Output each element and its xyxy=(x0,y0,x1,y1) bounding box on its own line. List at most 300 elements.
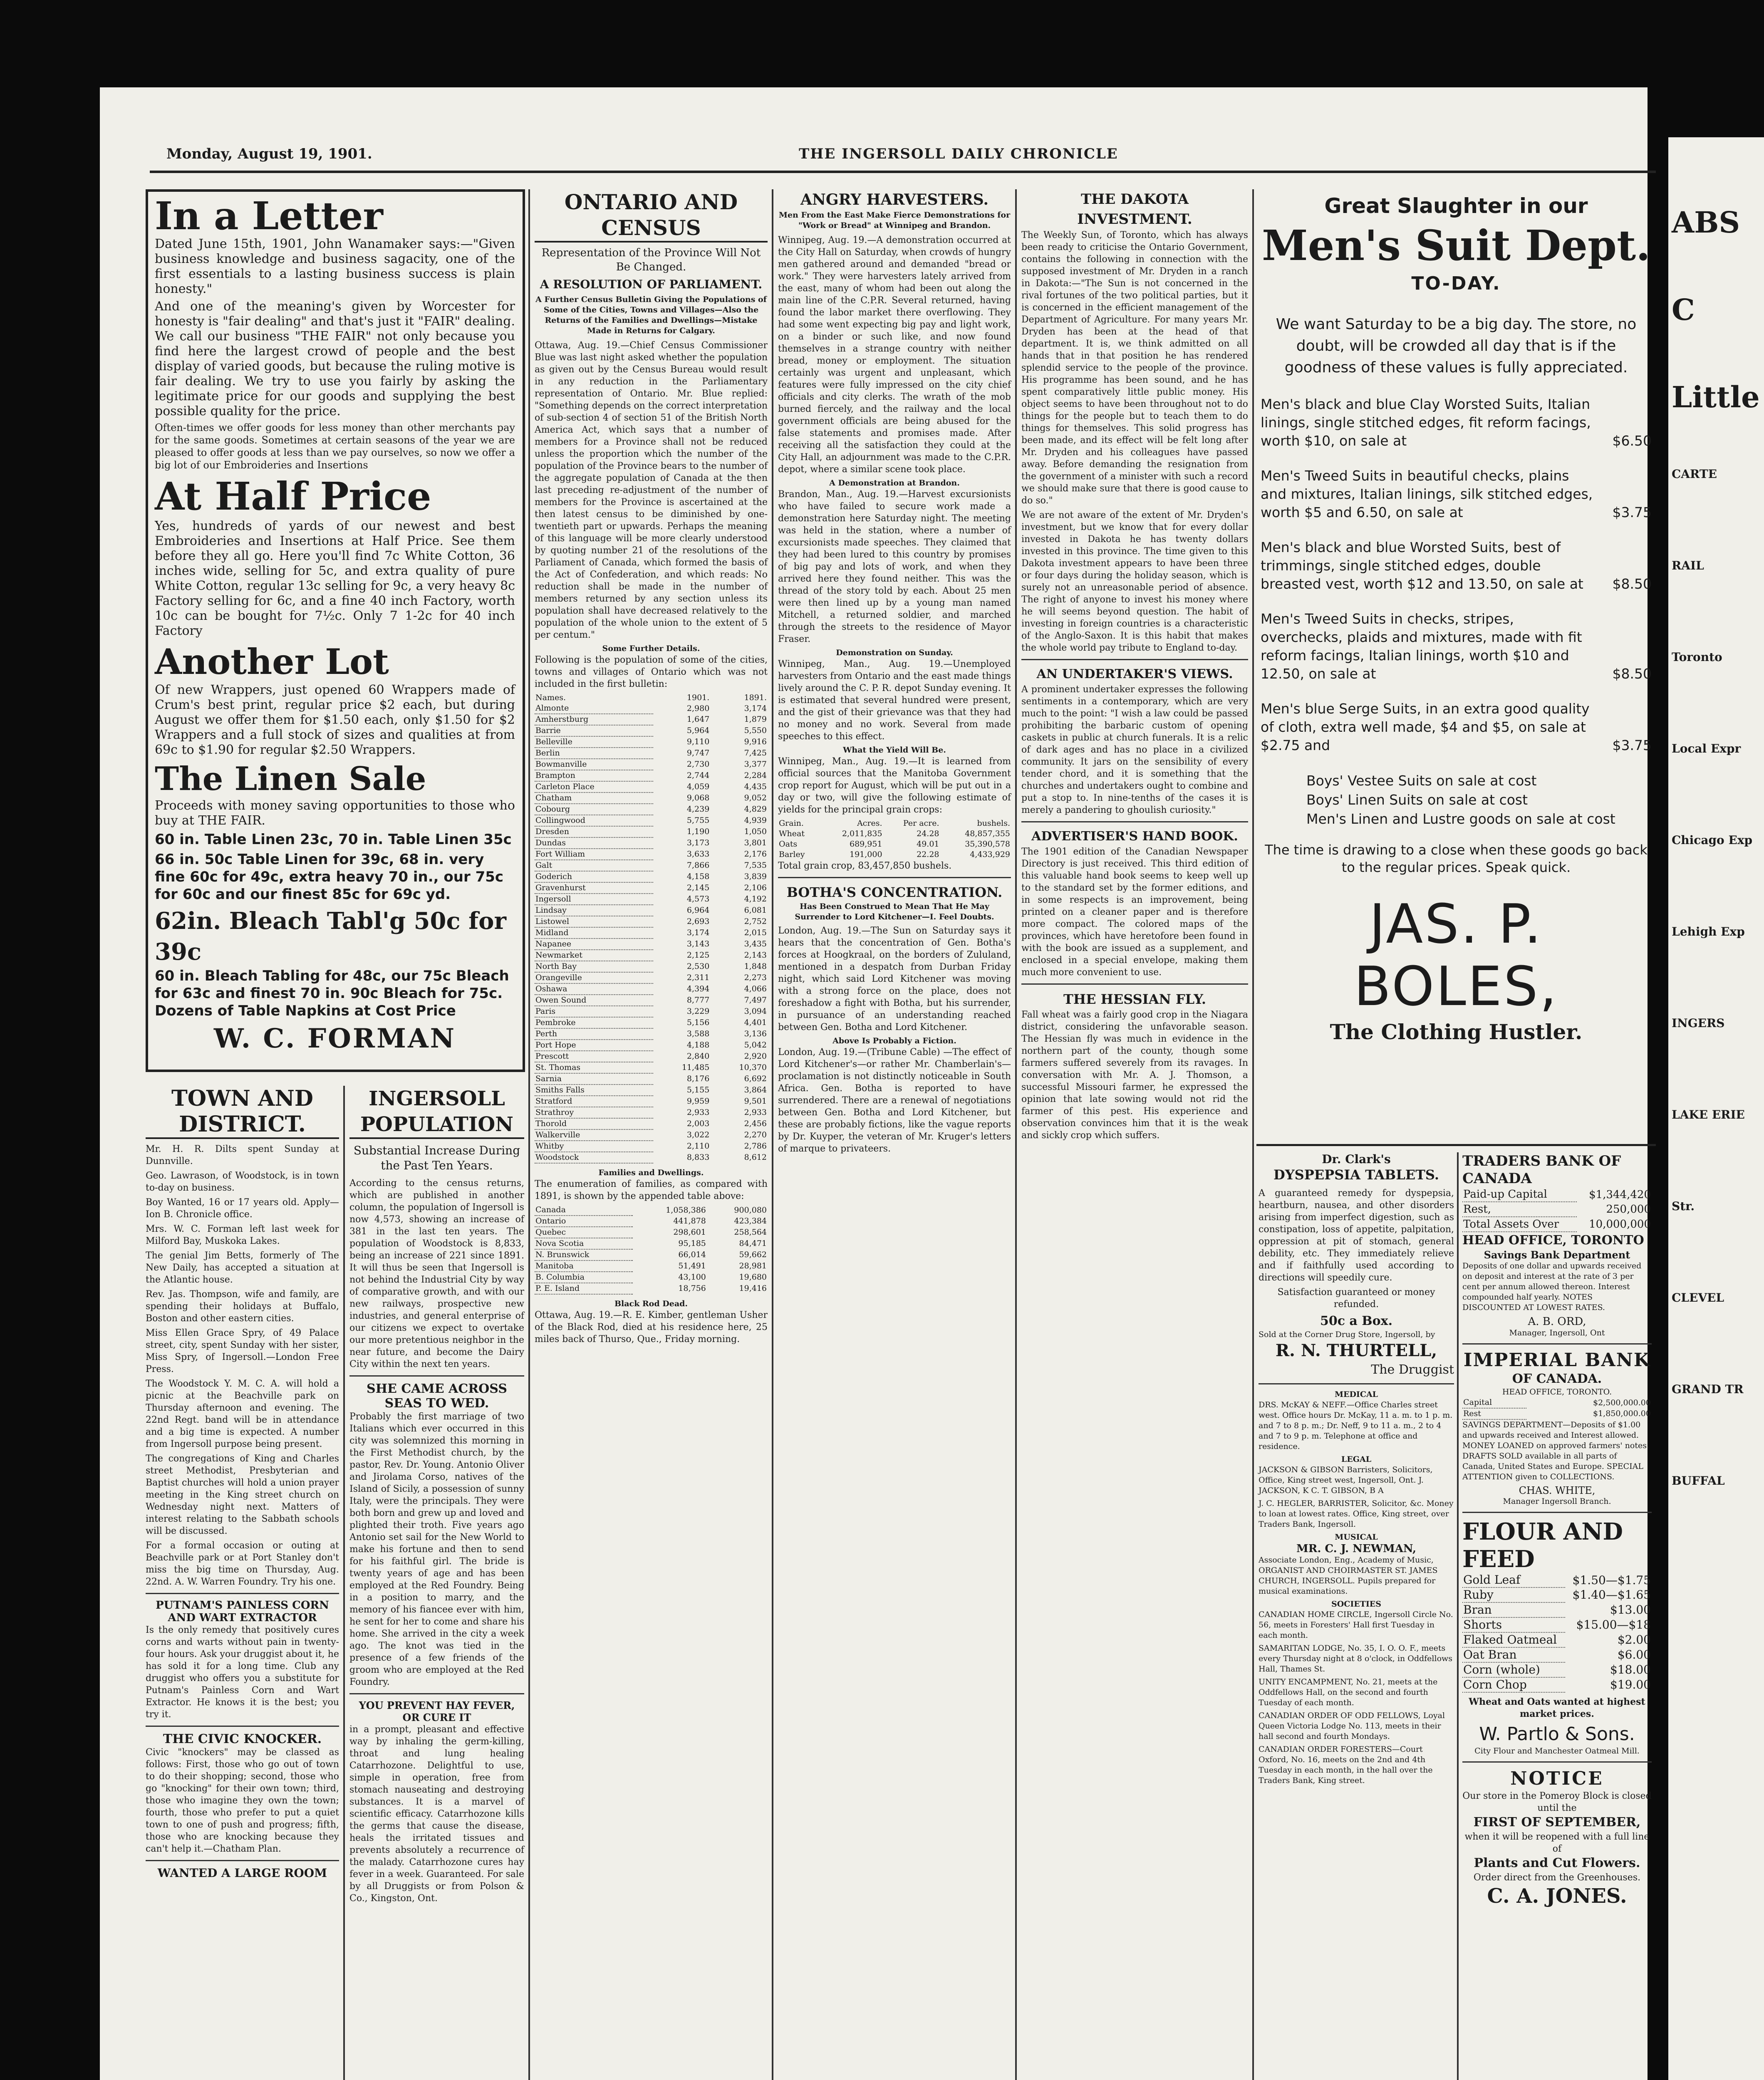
table-header: Names. xyxy=(535,693,566,702)
flour-price-row-label: Ruby xyxy=(1462,1587,1565,1602)
pop-1901: 3,229 xyxy=(686,1007,710,1016)
census-title: ONTARIO AND CENSUS xyxy=(535,189,768,243)
medical-head: MEDICAL xyxy=(1334,1390,1378,1399)
notice-text-2: when it will be reopened with a full line of xyxy=(1464,1832,1650,1854)
traders-title: TRADERS BANK OF CANADA xyxy=(1462,1153,1621,1187)
forman-linen-1: 60 in. Table Linen 23c, 70 in. Table Linen 35c xyxy=(155,831,512,848)
dyspepsia-name: R. N. THURTELL, xyxy=(1275,1341,1437,1360)
boles-items xyxy=(1261,395,1652,755)
strip-lines xyxy=(1672,204,1763,1564)
society-notice: CANADIAN ORDER FORESTERS—Court Oxford, No. 16, meets on the 2nd and 4th Tuesday in each month, in the hall over the Traders Bank, King street. xyxy=(1259,1745,1433,1785)
pop-1891: 9,916 xyxy=(744,737,767,746)
pop-1901: 2,125 xyxy=(686,951,710,960)
pop-1891: 2,786 xyxy=(744,1142,767,1151)
dyspepsia-title: Dr. Clark's xyxy=(1322,1152,1391,1166)
town-district-title: TOWN AND DISTRICT. xyxy=(146,1086,339,1139)
table-row xyxy=(535,1096,768,1107)
town-name: Cobourg xyxy=(535,804,653,815)
boles-name: JAS. P. BOLES, xyxy=(1354,892,1558,1018)
families-1901: 51,491 xyxy=(678,1261,706,1270)
imperial-title: IMPERIAL BANK xyxy=(1463,1350,1651,1371)
forman-signature: W. C. FORMAN xyxy=(213,1023,456,1054)
flour-price-row xyxy=(1462,1587,1652,1602)
yield-cell: 22.28 xyxy=(917,850,939,859)
boles-tag: The Clothing Hustler. xyxy=(1330,1020,1583,1044)
families-head: Families and Dwellings. xyxy=(598,1168,704,1177)
pop-1891: 5,550 xyxy=(744,726,767,735)
table-row xyxy=(535,1006,768,1017)
table-row xyxy=(535,703,768,714)
table-row xyxy=(535,972,768,983)
notice-text-3: Order direct from the Greenhouses. xyxy=(1473,1872,1641,1883)
pop-1901: 8,777 xyxy=(686,995,710,1005)
strip-text: Chicago Exp xyxy=(1672,833,1753,847)
suit-offer xyxy=(1261,538,1652,593)
harvesters-text: Winnipeg, Aug. 19.—A demonstration occurred at the City Hall on Saturday, when crowds of hungry men gathered around and demanded "bread or work." They were harvesters lately arrived from the east, many of whom had been out along the main line of the C.P.R. Several returned, having found the labor market there overflowing. They had some went expecting big pay and light work, on a binder or such like, and now found themselves in a strange country with neither bread, money or employment. The situation certainly was urgent and unpleasant, which features were fully impressed on the city chief officials and city clerks. The wrath of the mob burned fiercely, and the railway and the local government officials are being abused for the false statements and promises made. After receiving all the satisfaction they could at the City Hall, an adjournment was made to the C.P.R. depot, where a similar scene took place. xyxy=(778,235,1011,475)
boles-closing: The time is drawing to a close when these goods go back to the regular prices. Speak quick. xyxy=(1265,842,1648,875)
flour-price-row xyxy=(1462,1632,1652,1647)
suit-offer xyxy=(1261,467,1652,522)
flour-price-row-value: $15.00—$18 xyxy=(1576,1618,1651,1632)
botha-title: BOTHA'S CONCENTRATION. xyxy=(786,884,1003,900)
pop-1891: 3,839 xyxy=(744,872,767,881)
pop-1901: 4,059 xyxy=(686,782,710,791)
header-rule xyxy=(150,171,1656,173)
botha-deck: Has Been Construed to Mean That He May Surrender to Lord Kitchener—I. Feel Doubts. xyxy=(795,902,994,921)
boles-extras xyxy=(1261,771,1652,829)
province-name: Manitoba xyxy=(535,1260,633,1272)
census-text: Ottawa, Aug. 19.—Chief Census Commissioner Blue was last night asked whether the population as given out by the Census Bureau would result in any reduction in the Parliamentary representation of Ontario. Mr. Blue replied: "Something depends on the correct interpretation of sub-section 4 of section 51 of the British North America Act, which says that a number of members for a Province shall not be reduced unless the proportion which the number of the population of the Province bears to the number of the aggregate population of Canada at the then last preceding re-adjustment of the number of members for the Province is ascertained at the then latest census to be diminished by one-twentieth part or upwards. Perhaps the meaning of this language will be more clearly understood by quoting number 21 of the resolutions of the Parliament of Canada, which formed the basis of the Act of Confederation, and which reads: No reduction shall be made in the number of members returned by any section unless its population shall have decreased relatively to the population of the whole union to the extent of 5 per centum." xyxy=(535,340,768,640)
families-table xyxy=(535,1205,768,1295)
census-population-table xyxy=(535,693,768,1164)
strip-text: C xyxy=(1672,292,1695,327)
notice-name: C. A. JONES. xyxy=(1487,1884,1627,1908)
pop-1901: 2,980 xyxy=(686,703,710,713)
table-row xyxy=(535,860,768,871)
pop-1891: 5,042 xyxy=(744,1040,767,1050)
town-item: Rev. Jas. Thompson, wife and family, are spending their holidays at Buffalo, Boston and other eastern cities. xyxy=(146,1289,339,1324)
flour-price-row xyxy=(1462,1662,1652,1677)
forman-ad xyxy=(146,189,525,1072)
town-name: Perth xyxy=(535,1028,653,1040)
province-name: N. Brunswick xyxy=(535,1249,633,1260)
town-name: Sarnia xyxy=(535,1073,653,1085)
table-row xyxy=(535,1283,768,1294)
strip-text: Lehigh Exp xyxy=(1672,925,1745,938)
strip-text: Little xyxy=(1672,380,1760,414)
families-1901: 298,601 xyxy=(673,1228,706,1237)
yield-cell: Grain. xyxy=(779,819,804,828)
pop-1891: 3,136 xyxy=(744,1029,767,1038)
dyspepsia-text: A guaranteed remedy for dyspepsia, heartburn, nausea, and other disorders arising from imperfect digestion, such as constipation, loss of appetite, palpitation, oppression at pit of stomach, general debility, etc. They immediately relieve and if faithfully used according to directions will speedily cure. xyxy=(1259,1188,1454,1283)
flour-note: Wheat and Oats wanted at highest market prices. xyxy=(1469,1696,1645,1719)
table-row xyxy=(535,748,768,759)
suit-offer-price: $3.75 xyxy=(1612,737,1652,753)
traders-row-value: 10,000,000 xyxy=(1589,1218,1651,1231)
town-name: North Bay xyxy=(535,961,653,972)
flour-name: W. Partlo & Sons. xyxy=(1479,1723,1635,1745)
newspaper-page xyxy=(100,87,1652,2080)
town-item: Geo. Lawrason, of Woodstock, is in town to-day on business. xyxy=(146,1171,339,1193)
pop-1891: 2,015 xyxy=(744,928,767,937)
suit-offer xyxy=(1261,395,1652,450)
pop-1891: 10,370 xyxy=(739,1063,767,1072)
sunday-head: Demonstration on Sunday. xyxy=(836,648,953,657)
table-row xyxy=(535,1062,768,1073)
pop-1891: 4,435 xyxy=(744,782,767,791)
pop-1891: 2,752 xyxy=(744,917,767,926)
town-item: The congregations of King and Charles street Methodist, Presbyterian and Baptist churches will hold a union prayer meeting in the King street church on Wednesday night next. Matters of interest relating to the Sabbath schools will be discussed. xyxy=(146,1454,339,1536)
town-item: Boy Wanted, 16 or 17 years old. Apply—Ion B. Chronicle office. xyxy=(146,1197,339,1220)
town-name: Napanee xyxy=(535,938,653,950)
legal-head: LEGAL xyxy=(1341,1455,1372,1464)
yield-cell: Acres. xyxy=(857,819,882,828)
table-row xyxy=(535,714,768,725)
table-row xyxy=(535,1017,768,1028)
pop-1901: 9,068 xyxy=(686,793,710,802)
society-notice: CANADIAN ORDER OF ODD FELLOWS, Loyal Queen Victoria Lodge No. 113, meets in their hall second and fourth Mondays. xyxy=(1259,1711,1445,1741)
yield-cell: Wheat xyxy=(779,829,805,838)
pop-1901: 5,964 xyxy=(686,726,710,735)
dyspepsia-title-2: DYSPEPSIA TABLETS. xyxy=(1273,1167,1439,1183)
societies-head: SOCIETIES xyxy=(1331,1600,1381,1609)
yield-cell: bushels. xyxy=(977,819,1010,828)
table-row xyxy=(535,905,768,916)
pop-1901: 3,173 xyxy=(686,838,710,847)
pop-1901: 8,176 xyxy=(686,1074,710,1083)
pop-1901: 9,747 xyxy=(686,748,710,758)
dakota-text: The Weekly Sun, of Toronto, which has always been ready to criticise the Ontario Government, contains the following in connection with the supposed investment of Mr. Dryden in a ranch in Dakota:—"The Sun is not concerned in the rival fortunes of the two political parties, but it is concerned in the efficient management of the Department of Agriculture. For many years Mr. Dryden has been at the head of that department. It is, we think admitted on all hands that in that position he has rendered splendid service to the people of the province. His programme has been sound, and he has spent comparatively little public money. His object seems to have been throughout not to do things for the people but to teach them to do things for themselves. This solid progress has been made, and its effect will be felt long after Mr. Dryden and his colleagues have passed away. Before demanding the resignation from the government of a minister with such a record we should make sure that there is good cause to do so." xyxy=(1021,230,1248,506)
pop-1901: 3,143 xyxy=(686,939,710,948)
clearance-item: Men's Linen and Lustre goods on sale at cost xyxy=(1306,811,1615,827)
suit-offer xyxy=(1261,610,1652,683)
dyspepsia-sold: Sold at the Corner Drug Store, Ingersoll, by xyxy=(1259,1330,1435,1339)
pop-1891: 3,094 xyxy=(744,1007,767,1016)
pop-1891: 2,273 xyxy=(744,973,767,982)
families-1891: 19,680 xyxy=(739,1273,767,1282)
pop-1891: 6,692 xyxy=(744,1074,767,1083)
census-details-head: Some Further Details. xyxy=(602,644,700,653)
suit-offer-text: Men's black and blue Worsted Suits, best of trimmings, single stitched edges, double breasted vest, worth $12 and 13.50, on sale at xyxy=(1261,539,1583,592)
imperial-row-value: $2,500,000.00 xyxy=(1593,1398,1651,1407)
imperial-manager: CHAS. WHITE, xyxy=(1519,1485,1596,1496)
census-deck: Representation of the Province Will Not Be Changed. xyxy=(541,247,761,273)
table-header: 1891. xyxy=(744,693,767,702)
flour-price-row-value: $13.00 xyxy=(1610,1603,1651,1617)
knocker-text: Civic "knockers" may be classed as follows: First, those who go out of town to do their shopping; second, those who go "knocking" for their own town; third, those who imagine they own the town; fourth, those who prefer to put a quiet town to one of push and progress; fifth, those who are knocking because they can't help it.—Chatham Plan. xyxy=(146,1747,339,1854)
undertaker-title: AN UNDERTAKER'S VIEWS. xyxy=(1036,667,1233,681)
town-name: Listowel xyxy=(535,916,653,927)
dyspepsia-text-2: Satisfaction guaranteed or money refunded. xyxy=(1277,1287,1435,1310)
traders-office: HEAD OFFICE, TORONTO xyxy=(1462,1233,1644,1248)
pop-1891: 1,848 xyxy=(744,962,767,971)
fiction-head: Above Is Probably a Fiction. xyxy=(832,1036,956,1045)
town-name: Galt xyxy=(535,860,653,871)
harvesters-title: ANGRY HARVESTERS. xyxy=(800,191,989,208)
yield-cell: 49.01 xyxy=(917,839,939,849)
town-name: Stratford xyxy=(535,1096,653,1107)
province-name: Quebec xyxy=(535,1227,633,1238)
pop-1901: 9,959 xyxy=(686,1097,710,1106)
pop-1891: 3,864 xyxy=(744,1085,767,1094)
notice-items: Plants and Cut Flowers. xyxy=(1474,1856,1640,1870)
pop-1891: 1,879 xyxy=(744,715,767,724)
pop-1901: 4,188 xyxy=(686,1040,710,1050)
table-row xyxy=(535,1238,768,1249)
suit-offer-price: $8.50 xyxy=(1612,576,1652,592)
flour-price-row xyxy=(1462,1617,1652,1632)
yield-total: Total grain crop, 83,457,850 bushels. xyxy=(778,861,952,871)
town-name: Pembroke xyxy=(535,1017,653,1028)
yield-cell: 4,433,929 xyxy=(970,850,1010,859)
pop-1891: 2,456 xyxy=(744,1119,767,1128)
families-1891: 19,416 xyxy=(739,1284,767,1293)
table-row xyxy=(535,1141,768,1152)
dakota-title: THE DAKOTA INVESTMENT. xyxy=(1077,191,1192,228)
table-row xyxy=(535,736,768,748)
town-name: Thorold xyxy=(535,1118,653,1129)
harvesters-deck: Men From the East Make Fierce Demonstrations for "Work or Bread" at Winnipeg and Brandon. xyxy=(778,210,1011,230)
pop-1891: 3,801 xyxy=(744,838,767,847)
table-row xyxy=(535,1152,768,1163)
table-row xyxy=(535,1205,768,1216)
traders-row xyxy=(1462,1217,1652,1232)
table-row xyxy=(535,1260,768,1272)
table-row xyxy=(535,1216,768,1227)
pop-1901: 2,003 xyxy=(686,1119,710,1128)
pop-1891: 4,401 xyxy=(744,1018,767,1027)
province-name: B. Columbia xyxy=(535,1272,633,1283)
flour-price-row xyxy=(1462,1573,1652,1587)
pop-1901: 7,866 xyxy=(686,861,710,870)
table-row xyxy=(535,1249,768,1260)
hessian-title: THE HESSIAN FLY. xyxy=(1063,991,1206,1007)
families-1901: 66,014 xyxy=(678,1250,706,1259)
suit-offer-text: Men's Tweed Suits in beautiful checks, plains and mixtures, Italian linings, silk stitched edges, worth $5 and 6.50, on sale at xyxy=(1261,468,1593,520)
pop-1901: 9,110 xyxy=(686,737,710,746)
divider xyxy=(1252,189,1254,2080)
forman-heading-another: Another Lot xyxy=(155,641,389,682)
pop-1901: 2,530 xyxy=(686,962,710,971)
pop-1891: 7,535 xyxy=(744,861,767,870)
town-name: Gravenhurst xyxy=(535,882,653,894)
advertiser-title: ADVERTISER'S HAND BOOK. xyxy=(1031,829,1238,844)
putnam-title: PUTNAM'S PAINLESS CORN AND WART EXTRACTOR xyxy=(156,1599,329,1624)
forman-heading-bleach: 62in. Bleach Tabl'g 50c for 39c xyxy=(155,907,507,966)
town-name: Walkerville xyxy=(535,1129,653,1141)
yield-cell: 48,857,355 xyxy=(965,829,1010,838)
forman-p4: Yes, hundreds of yards of our newest and best Embroideries and Insertions at Half Price. See them before they all go. Here you'll find 7c White Cotton, 36 inches wide, selling for 5c, and extra quality of pure White Cotton, regular 13c selling for 9c, a very heavy 8c Factory selling for 6c, and a fine 40 inch Factory, worth 10c can be bought for 7½c. Only 7 1-2c for 40 inch Factory xyxy=(155,519,515,638)
province-name: P. E. Island xyxy=(535,1283,633,1294)
town-name: Dundas xyxy=(535,837,653,849)
census-details-text: Following is the population of some of the cities, towns and villages of Ontario which was not included in the first bulletin: xyxy=(535,655,768,689)
dyspepsia-role: The Druggist xyxy=(1371,1362,1454,1377)
town-item: The Woodstock Y. M. C. A. will hold a picnic at the Beachville park on Thursday afternoon and evening. The 22nd Regt. band will be in attendance and a big time is expected. A number from Ingersoll purpose being present. xyxy=(146,1379,339,1449)
flour-price-row-label: Bran xyxy=(1462,1602,1565,1617)
town-name: St. Thomas xyxy=(535,1062,653,1073)
table-row xyxy=(535,792,768,804)
yield-cell: 35,390,578 xyxy=(965,839,1010,849)
adjacent-page-strip xyxy=(1668,137,1764,2080)
strip-text: CLEVEL xyxy=(1672,1291,1724,1305)
table-row xyxy=(535,826,768,837)
pop-1901: 2,110 xyxy=(686,1142,710,1151)
population-column xyxy=(349,1086,524,2080)
population-text: According to the census returns, which are published in another column, the population of Ingersoll is now 4,573, showing an increase of 381 in the last ten years. The population of Woodstock is 8,833, being an increase of 221 since 1891. It will thus be seen that Ingersoll is not behind the Industrial City by way of comparative growth, and with our new railways, prospective new industries, and general enterprise of our citizens we expect to overtake our more pretentious neighbor in the near future, and become the Dairy City within the next ten years. xyxy=(349,1178,524,1369)
forman-p2: And one of the meaning's given by Worcester for honesty is "fair dealing" and that's just it "FAIR" dealing. We call our business "THE FAIR" not only because you find here the largest crowd of people and the best display of varied goods, but because the ruling motive is fair dealing. We try to use you fairly by asking the legitimate price for our goods and supplying the best possible quality for the price. xyxy=(155,299,515,418)
flour-price-row-label: Corn Chop xyxy=(1462,1677,1565,1692)
table-row xyxy=(535,961,768,972)
strip-text: LAKE ERIE xyxy=(1672,1108,1745,1122)
families-1901: 18,756 xyxy=(678,1284,706,1293)
yield-head: What the Yield Will Be. xyxy=(843,745,946,755)
boles-title: Men's Suit Dept. xyxy=(1262,221,1650,270)
pop-1891: 7,425 xyxy=(744,748,767,758)
town-name: Orangeville xyxy=(535,972,653,983)
pop-1901: 5,155 xyxy=(686,1085,710,1094)
society-notice: SAMARITAN LODGE, No. 35, I. O. O. F., meets every Thursday night at 8 o'clock, in Oddfellows Hall, Thames St. xyxy=(1259,1644,1453,1674)
pop-1891: 2,176 xyxy=(744,849,767,859)
flour-table xyxy=(1462,1573,1652,1693)
pop-1891: 1,050 xyxy=(744,827,767,836)
divider xyxy=(1015,189,1017,2080)
town-name: Barrie xyxy=(535,725,653,736)
town-name: Woodstock xyxy=(535,1152,653,1163)
strip-text: ABS xyxy=(1672,205,1740,240)
pop-1891: 4,066 xyxy=(744,984,767,993)
town-name: Prescott xyxy=(535,1051,653,1062)
pop-1901: 5,755 xyxy=(686,816,710,825)
pop-1891: 3,174 xyxy=(744,703,767,713)
pop-1891: 4,939 xyxy=(744,816,767,825)
pop-1891: 2,270 xyxy=(744,1130,767,1139)
flour-price-row-label: Oat Bran xyxy=(1462,1647,1565,1662)
yield-cell: 689,951 xyxy=(849,839,882,849)
town-name: Fort William xyxy=(535,849,653,860)
flour-price-row-value: $19.00 xyxy=(1610,1678,1651,1691)
flour-price-row-value: $1.50—$1.75 xyxy=(1572,1573,1651,1587)
clearance-item: Boys' Linen Suits on sale at cost xyxy=(1306,792,1528,808)
forman-p3: Often-times we offer goods for less money than other merchants pay for the same goods. Sometimes at certain seasons of the year we are pleased to offer goods at less than we pay ourselves, so now we offer a big lot of our Embroideries and Insertions xyxy=(155,422,515,471)
town-name: Collingwood xyxy=(535,815,653,826)
pop-1891: 2,106 xyxy=(744,883,767,892)
issue-date: Monday, August 19, 1901. xyxy=(166,146,372,162)
divider xyxy=(772,189,773,2080)
ad-rule xyxy=(1256,1144,1656,1146)
seas-title: SHE CAME ACROSS SEAS TO WED. xyxy=(367,1382,507,1411)
pop-1901: 5,156 xyxy=(686,1018,710,1027)
table-row xyxy=(778,839,1011,849)
families-1901: 1,058,386 xyxy=(666,1205,706,1215)
pop-1901: 1,647 xyxy=(686,715,710,724)
fiction-text: London, Aug. 19.—(Tribune Cable) —The effect of Lord Kitchener's—or rather Mr. Chamberlain's—proclamation is not distinctly noticeable in South Africa. Gen. Botha is reported to have surrendered. There are a renewal of negotiations between Gen. Botha and Lord Kitchener, but these are probably fictions, like the vague reports by Dr. Kuyper, the veteran of Mr. Kruger's letters of marque to privateers. xyxy=(778,1047,1011,1154)
table-row xyxy=(535,938,768,950)
pop-1901: 4,394 xyxy=(686,984,710,993)
town-name: Almonte xyxy=(535,703,653,714)
table-row xyxy=(535,804,768,815)
seas-text: Probably the first marriage of two Italians which ever occurred in this city was solemnized this morning in the First Methodist church, by the pastor, Rev. Dr. Young. Antonio Oliver and Jirolama Corso, natives of the Island of Sicily, a possession of sunny Italy, were the principals. They were both born and grew up and loved and plighted their troth. Five years ago Antonio set sail for the New World to make his fortune and then to send for his faithful girl. The bride is twenty years of age and has been employed at the Red Foundry. Being in a position to marry, and the memory of his fiancee ever with him, he sent for her to come and share his home. She arrived in the city a week ago. The knot was tied in the presence of a few friends of the groom who are employed at the Red Foundry. xyxy=(349,1411,524,1687)
province-name: Canada xyxy=(535,1205,633,1216)
pop-1891: 2,284 xyxy=(744,771,767,780)
pop-1901: 4,573 xyxy=(686,894,710,904)
town-name: Whitby xyxy=(535,1141,653,1152)
divider xyxy=(1457,1152,1459,2080)
table-row xyxy=(535,1129,768,1141)
families-1901: 95,185 xyxy=(678,1239,706,1248)
flour-price-row-value: $2.00 xyxy=(1617,1633,1651,1647)
flour-price-row xyxy=(1462,1602,1652,1617)
town-name: Paris xyxy=(535,1006,653,1017)
pop-1901: 11,485 xyxy=(681,1063,710,1072)
pop-1901: 8,833 xyxy=(686,1153,710,1162)
pop-1891: 3,377 xyxy=(744,760,767,769)
table-row xyxy=(535,1073,768,1085)
pop-1901: 3,633 xyxy=(686,849,710,859)
town-name: Newmarket xyxy=(535,950,653,961)
table-row xyxy=(778,818,1011,829)
yield-text: Winnipeg, Man., Aug. 19.—It is learned from official sources that the Manitoba Government crop report for August, which will be put out in a day or two, will give the following estimate of yields for the principal grain crops: xyxy=(778,756,1011,815)
families-1891: 258,564 xyxy=(734,1228,767,1237)
flour-price-row-value: $1.40—$1.65 xyxy=(1572,1588,1651,1602)
pop-1901: 1,190 xyxy=(686,827,710,836)
town-item: The genial Jim Betts, formerly of The New Daily, has accepted a situation at the Atlantic house. xyxy=(146,1250,339,1285)
town-name: Goderich xyxy=(535,871,653,882)
pop-1891: 8,612 xyxy=(744,1153,767,1162)
imperial-row xyxy=(1462,1397,1652,1408)
hay-fever-title: YOU PREVENT HAY FEVER, OR CURE IT xyxy=(359,1699,515,1723)
town-item: Miss Ellen Grace Spry, of 49 Palace street, city, spent Sunday with her sister, Miss Spry, of Ingersoll.—London Free Press. xyxy=(146,1328,339,1374)
pop-1901: 4,239 xyxy=(686,805,710,814)
wanted-notice: WANTED A LARGE ROOM xyxy=(157,1866,327,1880)
census-sub: A RESOLUTION OF PARLIAMENT. xyxy=(540,277,763,291)
notice-text: Our store in the Pomeroy Block is closed until the xyxy=(1462,1791,1652,1813)
pop-1901: 3,022 xyxy=(686,1130,710,1139)
yield-cell: 24.28 xyxy=(917,829,939,838)
flour-price-row-value: $6.00 xyxy=(1617,1648,1651,1662)
yield-table xyxy=(778,818,1011,860)
table-row xyxy=(535,1107,768,1118)
table-row xyxy=(535,1272,768,1283)
families-1891: 423,384 xyxy=(734,1216,767,1226)
medical-text: DRS. McKAY & NEFF.—Office Charles street west. Office hours Dr. McKay, 11 a. m. to 1 p. m. and 7 to 8 p. m.; Dr. Neff, 9 to 11 a. m., 2 to 4 and 7 to 9 p. m. Telephone at office and residence. xyxy=(1259,1400,1453,1451)
families-1891: 59,662 xyxy=(739,1250,767,1259)
table-row xyxy=(535,1227,768,1238)
advertiser-text: The 1901 edition of the Canadian Newspaper Directory is just received. This third edition of this valuable hand book seems to keep well up to the standard set by the former editions, and in some respects is an improvement, being printed on a cleaner paper and is therefore more compact. The colored maps of the provinces, which have heretofore been found in with the book are issued as a supplement, and enclosed in a special envelope, making them much more convenient to use. xyxy=(1021,847,1248,978)
pop-1901: 2,840 xyxy=(686,1052,710,1061)
pop-1891: 9,052 xyxy=(744,793,767,802)
black-rod-head: Black Rod Dead. xyxy=(614,1299,688,1308)
pop-1891: 4,829 xyxy=(744,805,767,814)
pop-1891: 4,192 xyxy=(744,894,767,904)
table-row xyxy=(535,849,768,860)
imperial-manager-role: Manager Ingersoll Branch. xyxy=(1503,1497,1611,1506)
pop-1901: 2,693 xyxy=(686,917,710,926)
strip-text: BUFFAL xyxy=(1672,1474,1725,1488)
hessian-text: Fall wheat was a fairly good crop in the Niagara district, considering the unfavorable season. The Hessian fly was much in evidence in the northern part of the county, though some farmers suffered severely from its ravages. In conversation with Mr. A. J. Thomson, a successful Missouri farmer, he expressed the opinion that late sowing would not rid the farmer of this pest. His experience and observation convinces him that it is the weak and sickly crop which suffers. xyxy=(1021,1010,1248,1141)
sunday-text: Winnipeg, Man., Aug. 19.—Unemployed harvesters from Ontario and the east made things lively around the C. P. R. depot Sunday evening. It is estimated that several hundred were present, and the gist of their grievance was that they had no money and no work. Several from made speeches to this effect. xyxy=(778,659,1011,742)
traders-savings: Savings Bank Department xyxy=(1484,1249,1630,1261)
table-row xyxy=(535,950,768,961)
table-row xyxy=(535,815,768,826)
flour-price-row-label: Flaked Oatmeal xyxy=(1462,1632,1565,1647)
pop-1901: 2,730 xyxy=(686,760,710,769)
flour-price-row-label: Shorts xyxy=(1462,1617,1565,1632)
yield-cell: Oats xyxy=(779,839,798,849)
imperial-text: SAVINGS DEPARTMENT—Deposits of $1.00 and upwards received and Interest allowed. MONEY LOANED on approved farmers' notes. DRAFTS SOLD available in all parts of Canada, United States and Europe. SPECIAL ATTENTION given to COLLECTIONS. xyxy=(1462,1420,1650,1481)
strip-text: CARTE xyxy=(1672,467,1717,481)
pop-1891: 2,933 xyxy=(744,1108,767,1117)
knocker-title: THE CIVIC KNOCKER. xyxy=(163,1732,322,1746)
